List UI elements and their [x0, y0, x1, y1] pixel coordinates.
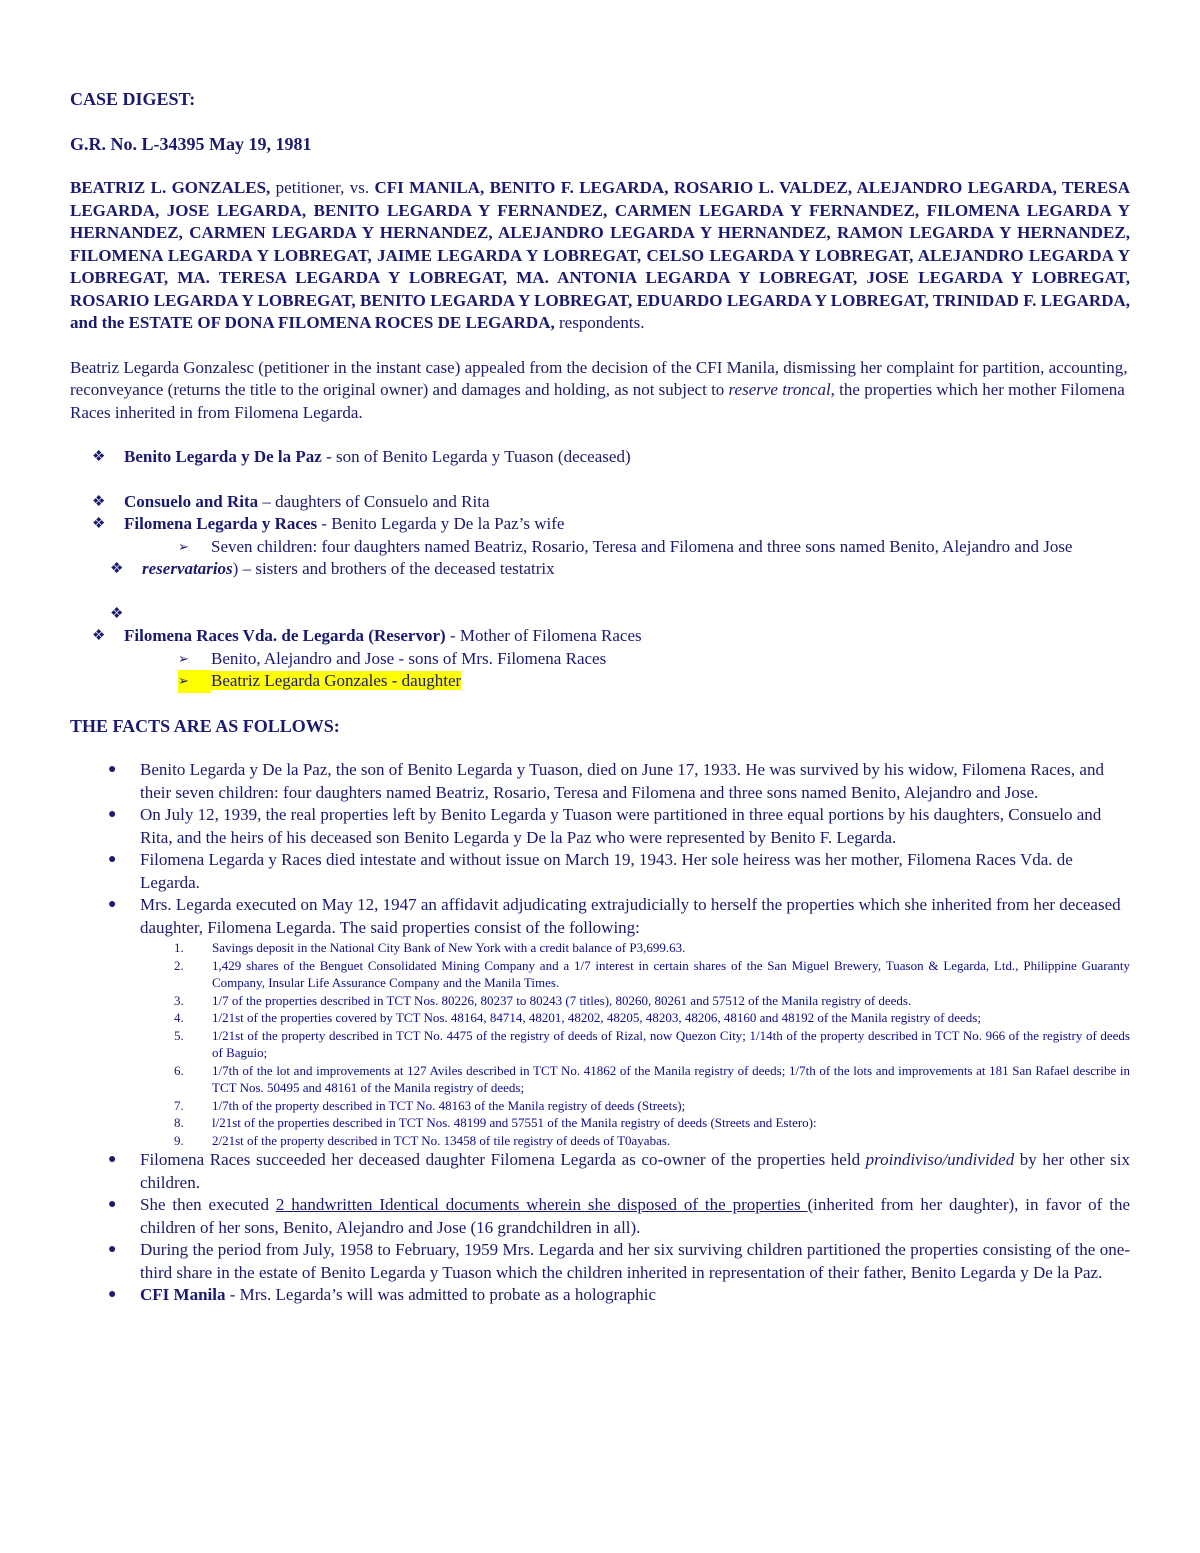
facts-list [70, 759, 1130, 1307]
fact-text: On July 12, 1939, the real properties left by Benito Legarda y Tuason were partitioned in three equal portions by his daughters, Consuelo and Rita, and the heirs of his deceased son Benito Legarda y De la Paz who were represented by Benito F. Legarda. [140, 805, 1102, 847]
property-number: 5. [174, 1027, 184, 1043]
person-desc: – daughters of Consuelo and Rita [258, 491, 490, 511]
fact-text: Filomena Races succeeded her deceased daughter Filomena Legarda as co-owner of the properties held [140, 1150, 866, 1169]
facts-heading: THE FACTS ARE AS FOLLOWS: [70, 715, 340, 736]
diamond-bullet-icon: ❖ [92, 628, 106, 644]
person-name: Consuelo and Rita [124, 491, 259, 511]
property-number: 1. [174, 940, 184, 955]
persons-list-2 [70, 491, 1130, 581]
property-number: 6. [174, 1062, 184, 1078]
person-desc: - son of Benito Legarda y Tuason (deceased) [321, 447, 631, 466]
fact-text: by her other six children. [140, 1150, 1130, 1192]
person-name: reservatarios [142, 559, 233, 578]
fact-text: (inherited from her daughter), in favor of the children of her sons, Benito, Alejandro and Jose (16 grandchildren in all). [140, 1195, 1130, 1237]
property-text: 1/7 of the properties described in TCT Nos. 80226, 80237 to 80243 (7 titles), 80260, 80261 and 57512 of the Manila registry of deeds. [212, 992, 912, 1008]
sub-list-item [70, 536, 1130, 559]
document-page [70, 88, 1130, 1307]
diamond-bullet-icon: ❖ [92, 493, 106, 510]
property-item [70, 957, 1130, 992]
property-number: 2. [174, 957, 184, 973]
property-number: 9. [174, 1132, 184, 1148]
list-item [70, 558, 1130, 581]
petitioner-role: petitioner, vs. [270, 178, 375, 197]
bullet-icon: ● [108, 807, 117, 822]
person-desc: - Benito Legarda y De la Paz’s wife [317, 514, 565, 533]
fact-item [70, 759, 1130, 804]
fact-bold: CFI Manila [140, 1285, 226, 1304]
person-desc: - Mother of Filomena Races [445, 626, 642, 645]
person-name: Filomena Races Vda. de Legarda (Reservor) [124, 626, 446, 645]
property-item [70, 1132, 1130, 1150]
bullet-icon: ● [108, 1152, 117, 1167]
property-number: 3. [174, 992, 184, 1008]
case-parties [70, 177, 1130, 335]
property-text: l/21st of the properties described in TCT Nos. 48199 and 57551 of the Manila registry of deeds (Streets and Estero): [212, 1115, 817, 1130]
fact-text: During the period from July, 1958 to February, 1959 Mrs. Legarda and her six surviving children partitioned the properties consisting of the one-third share in the estate of Benito Legarda y Tuason which the children inherited in representation of their father, Benito Legarda y De la Paz. [140, 1240, 1130, 1282]
intro-text-a: Beatriz Legarda Gonzalesc (petitioner in the instant case) appealed from the decision of the CFI Manila, dismissing her complaint for partition, accounting, reconveyance (returns the title to the original owner) and damages and holding, as not subject to [70, 357, 1128, 399]
property-number: 8. [174, 1115, 184, 1130]
fact-item [70, 1284, 1130, 1307]
property-text: 1/21st of the properties covered by TCT Nos. 48164, 84714, 48201, 48202, 48205, 48203, 48206, 48160 and 48192 of the Manila registry of deeds; [212, 1010, 981, 1025]
highlighted-sub-item-text: Beatriz Legarda Gonzales - daughter [211, 671, 462, 690]
diamond-bullet-icon: ❖ [110, 561, 124, 577]
respondents-role: respondents. [554, 313, 645, 332]
empty-list-item [70, 603, 1130, 626]
fact-underlined: 2 handwritten Identical documents wherein she disposed of the properties [275, 1195, 808, 1214]
bullet-icon: ● [108, 1287, 117, 1302]
intro-text-b: , the properties which her mother Filomena Races inherited in from Filomena Legarda. [70, 380, 1125, 422]
list-item [70, 491, 1130, 514]
person-desc: ) – sisters and brothers of the deceased testatrix [232, 559, 555, 578]
fact-text: Mrs. Legarda executed on May 12, 1947 an affidavit adjudicating extrajudicially to herself the properties which she inherited from her deceased daughter, Filomena Legarda. The said properties consist of the following: [140, 895, 1121, 937]
fact-item [70, 1149, 1130, 1194]
bullet-icon: ● [108, 762, 117, 777]
arrow-bullet-icon: ➢ [178, 538, 189, 554]
bullet-icon: ● [108, 1197, 117, 1212]
property-item [70, 1009, 1130, 1027]
persons-list [70, 446, 1130, 469]
fact-text: Benito Legarda y De la Paz, the son of Benito Legarda y Tuason, died on June 17, 1933. He was survived by his widow, Filomena Races, and their seven children: four daughters named Beatriz, Rosario, Teresa and Filomena and three sons named Benito, Alejandro and Jose. [140, 760, 1104, 802]
bullet-icon: ● [108, 897, 117, 912]
list-item [70, 513, 1130, 558]
fact-text: Filomena Legarda y Races died intestate and without issue on March 19, 1943. Her sole heiress was her mother, Filomena Races Vda. de Legarda. [140, 850, 1073, 892]
diamond-bullet-icon: ❖ [92, 449, 106, 465]
intro-paragraph [70, 357, 1130, 425]
arrow-bullet-icon: ➢ [178, 650, 189, 666]
sub-item-text: Benito, Alejandro and Jose - sons of Mrs. Filomena Races [211, 648, 607, 668]
property-text: Savings deposit in the National City Bank of New York with a credit balance of P3,699.63. [212, 940, 686, 955]
fact-text: She then executed [140, 1195, 276, 1214]
list-item [70, 446, 1130, 469]
fact-item [70, 849, 1130, 894]
fact-italic: proindiviso/undivided [865, 1150, 1015, 1169]
sub-list-item [70, 670, 1130, 693]
property-item [70, 1027, 1130, 1062]
fact-text: - Mrs. Legarda’s will was admitted to probate as a holographic [225, 1285, 657, 1304]
property-number: 7. [174, 1097, 184, 1113]
property-item [70, 939, 1130, 957]
property-item [70, 992, 1130, 1010]
diamond-bullet-icon: ❖ [110, 605, 124, 622]
case-digest-heading: CASE DIGEST: [70, 89, 196, 109]
person-name: Benito Legarda y De la Paz [124, 447, 322, 466]
list-item [70, 625, 1130, 693]
diamond-bullet-icon: ❖ [92, 516, 106, 532]
fact-item [70, 804, 1130, 849]
sub-list-item [70, 648, 1130, 671]
bullet-icon: ● [108, 1242, 117, 1257]
property-text: 1/7th of the property described in TCT No. 48163 of the Manila registry of deeds (Streets); [212, 1097, 686, 1113]
person-name: Filomena Legarda y Races [124, 514, 318, 533]
property-item [70, 1097, 1130, 1115]
sub-list [70, 648, 1130, 693]
fact-item [70, 1239, 1130, 1284]
property-item [70, 1062, 1130, 1097]
respondents-names: CFI MANILA, BENITO F. LEGARDA, ROSARIO L. VALDEZ, ALEJANDRO LEGARDA, TERESA LEGARDA, JOSE LEGARDA, BENITO LEGARDA Y FERNANDEZ, CARMEN LEGARDA Y FERNANDEZ, FILOMENA LEGARDA Y HERNANDEZ, CARMEN LEGARDA Y HERNANDEZ, ALEJANDRO LEGARDA Y HERNANDEZ, RAMON LEGARDA Y HERNANDEZ, FILOMENA LEGARDA Y LOBREGAT, JAIME LEGARDA Y LOBREGAT, CELSO LEGARDA Y LOBREGAT, ALEJANDRO LEGARDA Y LOBREGAT, MA. TERESA LEGARDA Y LOBREGAT, MA. ANTONIA LEGARDA Y LOBREGAT, JOSE LEGARDA Y LOBREGAT, ROSARIO LEGARDA Y LOBREGAT, BENITO LEGARDA Y LOBREGAT, EDUARDO LEGARDA Y LOBREGAT, TRINIDAD F. LEGARDA, and the ESTATE OF DONA FILOMENA ROCES DE LEGARDA, [70, 178, 1130, 332]
fact-item [70, 1194, 1130, 1239]
sub-item-text: Seven children: four daughters named Beatriz, Rosario, Teresa and Filomena and three sons named Benito, Alejandro and Jose [211, 536, 1073, 556]
petitioner-name: BEATRIZ L. GONZALES, [70, 178, 271, 197]
sub-list [70, 536, 1130, 559]
property-text: 1/7th of the lot and improvements at 127 Aviles described in TCT No. 41862 of the Manila registry of deeds; 1/7th of the lots and improvements at 181 San Rafael describe in TCT Nos. 50495 and 48161 of the Manila registry of deeds; [212, 1062, 1130, 1095]
property-text: 2/21st of the property described in TCT No. 13458 of tile registry of deeds of T0ayabas. [212, 1132, 671, 1148]
property-text: 1/21st of the property described in TCT No. 4475 of the registry of deeds of Rizal, now Quezon City; 1/14th of the property described in TCT No. 966 of the registry of deeds of Baguio; [212, 1027, 1130, 1060]
intro-italic: reserve troncal [728, 380, 831, 399]
bullet-icon: ● [108, 852, 117, 867]
fact-item [70, 894, 1130, 1149]
arrow-bullet-icon: ➢ [178, 670, 211, 693]
property-item [70, 1114, 1130, 1132]
gr-number: G.R. No. L-34395 May 19, 1981 [70, 133, 312, 154]
persons-list-3 [70, 603, 1130, 693]
properties-list [70, 939, 1130, 1149]
property-text: 1,429 shares of the Benguet Consolidated Mining Company and a 1/7 interest in certain shares of the San Miguel Brewery, Tuason & Legarda, Ltd., Philippine Guaranty Company, Insular Life Assurance Company and the Manila Times. [212, 957, 1130, 990]
property-number: 4. [174, 1010, 184, 1025]
